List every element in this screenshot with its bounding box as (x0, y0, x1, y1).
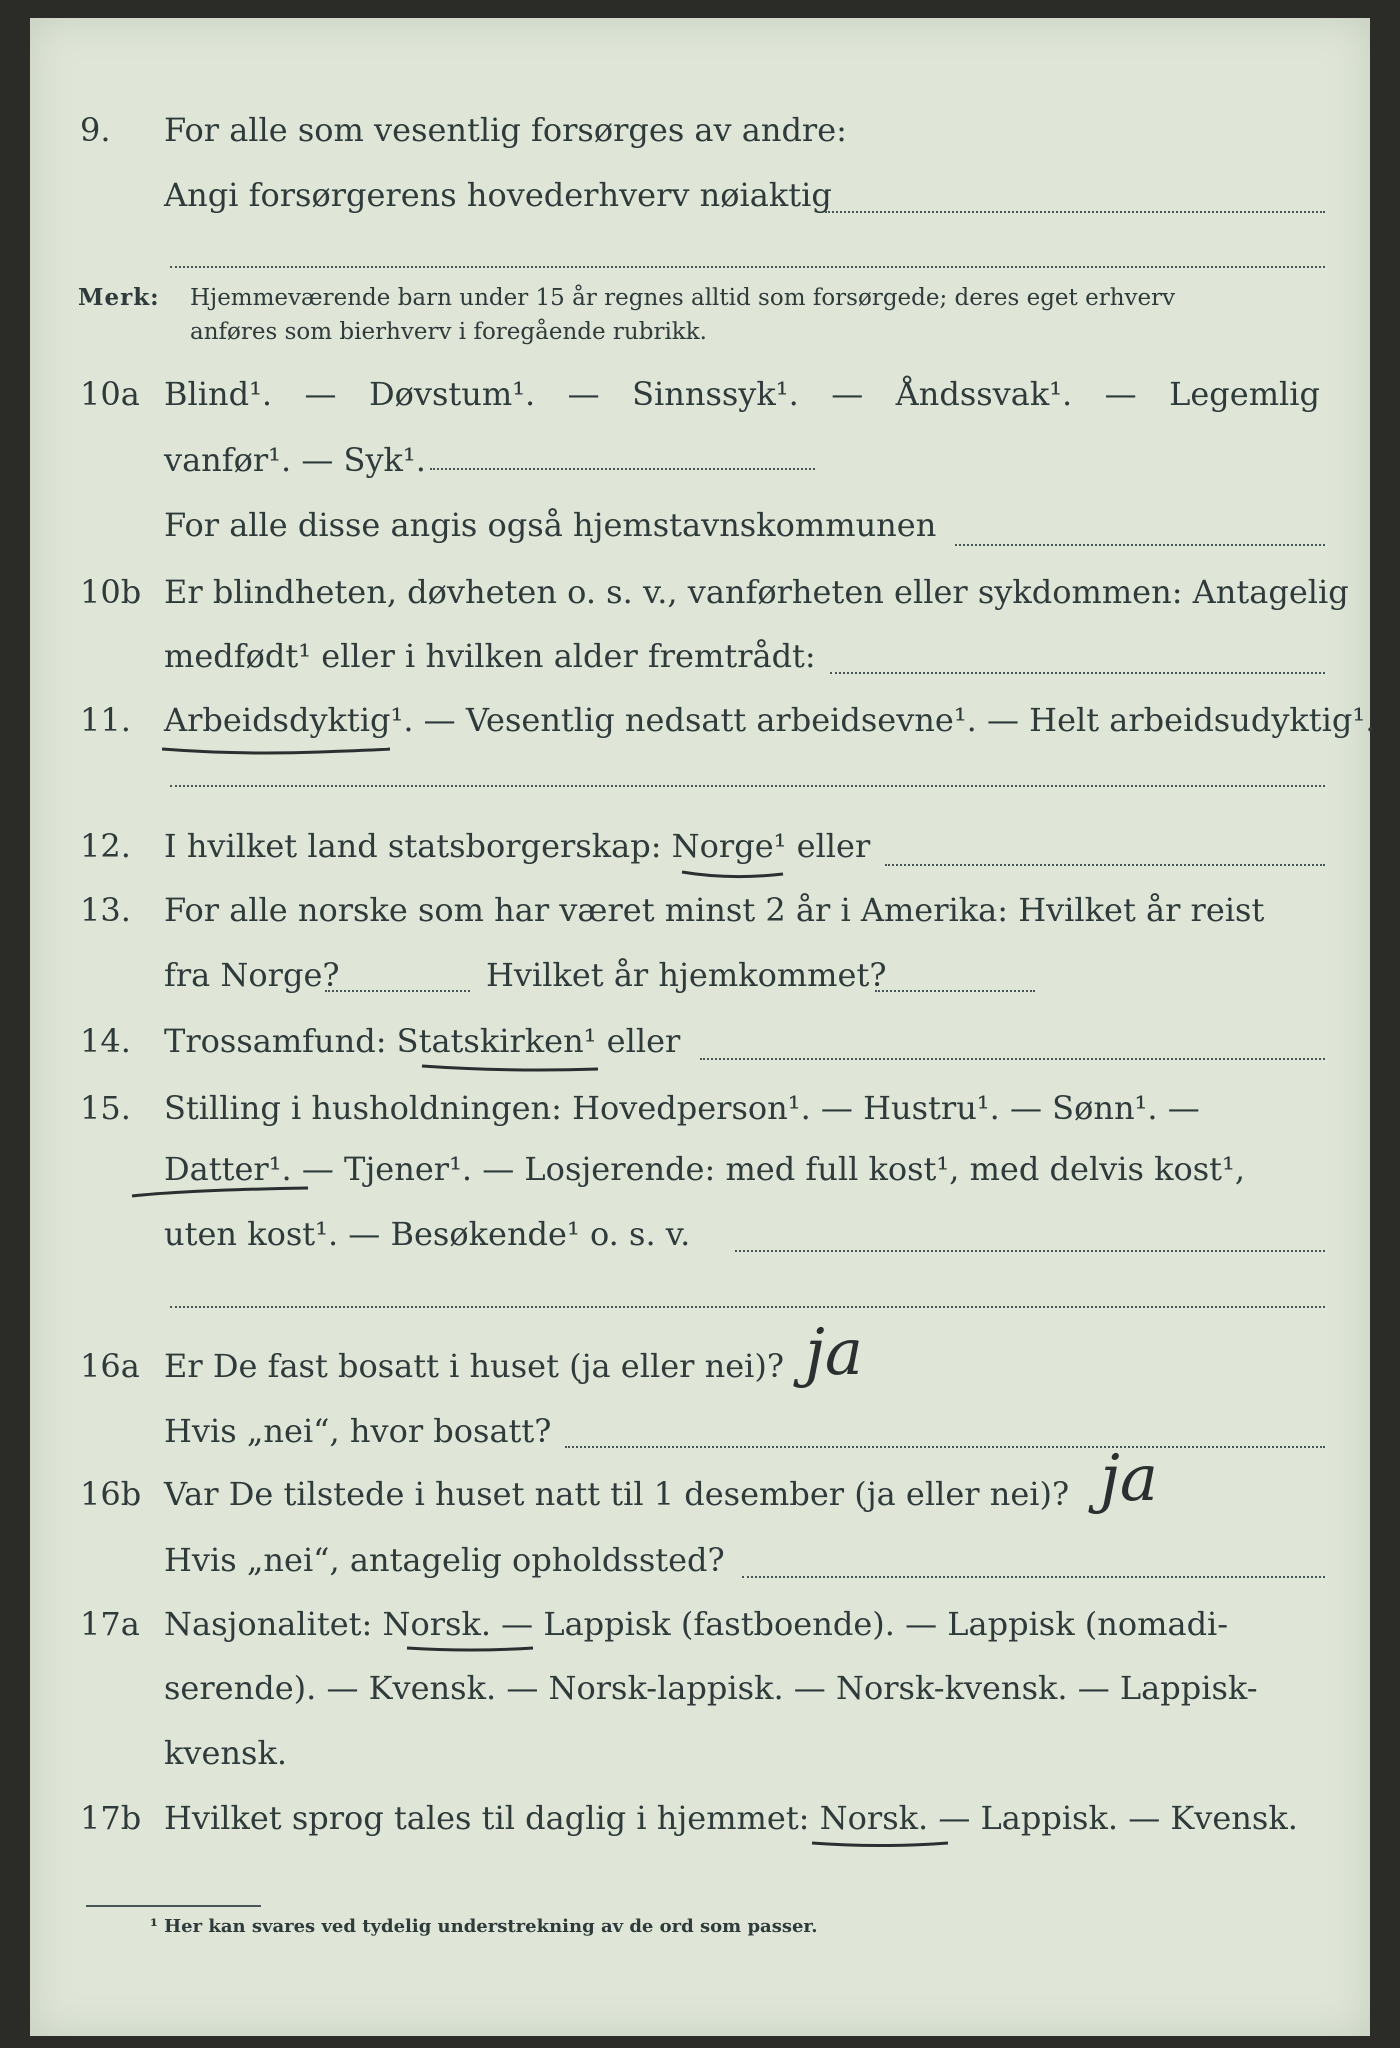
q16a-bosatt-answer-line[interactable] (565, 1446, 1325, 1448)
q16a-handwritten-answer[interactable]: ja (805, 1316, 863, 1390)
q17a-text-2[interactable]: serende). — Kvensk. — Norsk-lappisk. — Norsk-kvensk. — Lappisk- (164, 1669, 1258, 1707)
dash: — (304, 375, 337, 413)
dash: — (567, 375, 600, 413)
q15-answer-line[interactable] (735, 1250, 1325, 1252)
q10b-answer-line[interactable] (830, 672, 1325, 674)
q11-number: 11. (80, 701, 131, 739)
q13-reist-answer-line[interactable] (325, 990, 470, 992)
q12-number: 12. (80, 827, 131, 865)
footnote-rule (86, 1905, 261, 1907)
q15-answer-line-2[interactable] (170, 1306, 1325, 1308)
q15-text[interactable]: Stilling i husholdningen: Hovedperson¹. — Hustru¹. — Sønn¹. — (164, 1089, 1200, 1127)
q13-text: For alle norske som har været minst 2 år i Amerika: Hvilket år reist (164, 891, 1265, 929)
option-blind[interactable]: Blind¹. (164, 375, 273, 413)
q14-answer-line[interactable] (700, 1058, 1325, 1060)
merk-label: Merk: (78, 284, 160, 311)
q15-text-3[interactable]: uten kost¹. — Besøkende¹ o. s. v. (164, 1215, 691, 1253)
q17a-text[interactable]: Nasjonalitet: Norsk. — Lappisk (fastboende). — Lappisk (nomadi- (164, 1605, 1229, 1643)
q16a-number: 16a (80, 1347, 140, 1385)
q15-number: 15. (80, 1089, 131, 1127)
q13-fra-norge-label: fra Norge? (164, 956, 340, 994)
footnote: ¹ Her kan svares ved tydelig understrekning av de ord som passer. (150, 1916, 818, 1937)
q17a-text-3[interactable]: kvensk. (164, 1734, 287, 1772)
q12-text: I hvilket land statsborgerskap: Norge¹ eller (164, 827, 871, 865)
q9-provider-label: Angi forsørgerens hovederhverv nøiaktig (164, 176, 832, 214)
q10a-hjemstavn-label: For alle disse angis også hjemstavnskommunen (164, 506, 937, 544)
q17b-number: 17b (80, 1799, 142, 1837)
q16b-question: Var De tilstede i huset natt til 1 desember (ja eller nei)? (164, 1475, 1070, 1513)
q16a-bosatt-label: Hvis „nei“, hvor bosatt? (164, 1412, 552, 1450)
census-form-page (30, 18, 1376, 2036)
q9-number: 9. (80, 111, 111, 149)
q10b-text: Er blindheten, døvheten o. s. v., vanførheten eller sykdommen: Antagelig (164, 573, 1349, 611)
option-sinnssyk[interactable]: Sinnssyk¹. (632, 375, 799, 413)
q9-text: For alle som vesentlig forsørges av andre: (164, 111, 847, 149)
q16b-opholdssted-answer-line[interactable] (742, 1576, 1325, 1578)
q14-text: Trossamfund: Statskirken¹ eller (164, 1022, 681, 1060)
q11-answer-line[interactable] (170, 785, 1325, 787)
q16b-opholdssted-label: Hvis „nei“, antagelig opholdssted? (164, 1541, 725, 1579)
q11-options[interactable]: Arbeidsdyktig¹. — Vesentlig nedsatt arbeidsevne¹. — Helt arbeidsudyktig¹. (164, 701, 1376, 739)
q16b-number: 16b (80, 1475, 142, 1513)
q17a-number: 17a (80, 1605, 140, 1643)
q14-handwritten-underline (420, 1061, 600, 1075)
q11-handwritten-underline (160, 743, 390, 757)
q13-number: 13. (80, 891, 131, 929)
q13-hjemkommet-answer-line[interactable] (875, 990, 1035, 992)
q10a-number: 10a (80, 375, 140, 413)
q10a-hjemstavn-answer-line[interactable] (955, 544, 1325, 546)
dash: — (1104, 375, 1137, 413)
q9-answer-line-2[interactable] (170, 266, 1325, 268)
q12-answer-line[interactable] (885, 864, 1325, 866)
q17a-handwritten-underline (405, 1642, 535, 1656)
q14-number: 14. (80, 1022, 131, 1060)
q16b-handwritten-answer[interactable]: ja (1100, 1442, 1158, 1516)
q15-text-2[interactable]: Datter¹. — Tjener¹. — Losjerende: med full kost¹, med delvis kost¹, (164, 1150, 1246, 1188)
q13-hjemkommet-label: Hvilket år hjemkommet? (486, 956, 887, 994)
option-andssvak[interactable]: Åndssvak¹. (895, 375, 1073, 413)
dash: — (831, 375, 864, 413)
option-dovstum[interactable]: Døvstum¹. (368, 375, 536, 413)
merk-text-2: anføres som bierhverv i foregående rubrikk. (190, 319, 707, 345)
q17b-handwritten-underline (810, 1836, 950, 1850)
q10b-number: 10b (80, 573, 142, 611)
q10b-text-2: medfødt¹ eller i hvilken alder fremtrådt: (164, 637, 816, 675)
q16a-question: Er De fast bosatt i huset (ja eller nei)? (164, 1347, 785, 1385)
q10a-syk-answer-line[interactable] (430, 468, 815, 470)
q17b-text[interactable]: Hvilket sprog tales til daglig i hjemmet: Norsk. — Lappisk. — Kvensk. (164, 1799, 1298, 1837)
q9-answer-line[interactable] (825, 211, 1325, 213)
q15-handwritten-underline (130, 1184, 310, 1200)
option-legemlig[interactable]: Legemlig (1169, 375, 1320, 413)
q10a-options (164, 374, 1320, 414)
q10a-vanfor-syk[interactable]: vanfør¹. — Syk¹. (164, 441, 426, 479)
merk-text: Hjemmeværende barn under 15 år regnes alltid som forsørgede; deres eget erhverv (190, 285, 1176, 311)
q12-handwritten-underline (680, 868, 785, 882)
